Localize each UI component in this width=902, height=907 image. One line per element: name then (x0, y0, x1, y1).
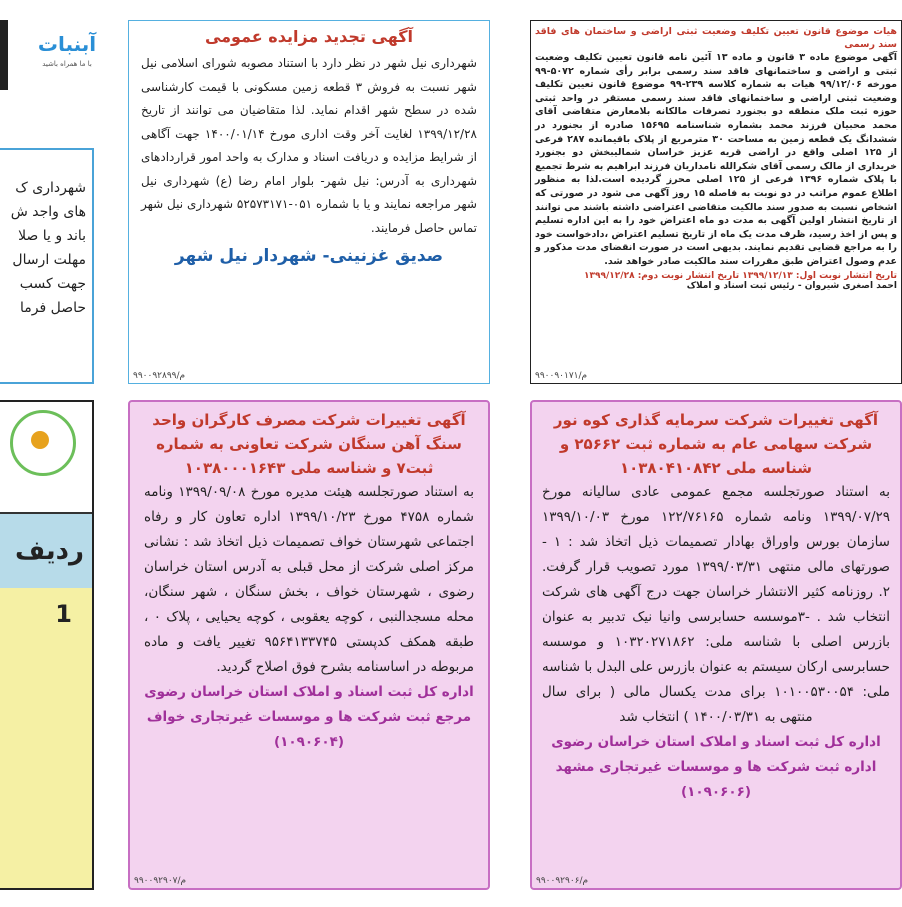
auction-notice (128, 20, 490, 384)
notice-body: به استناد صورتجلسه هیئت مدیره مورخ ۱۳۹۹/۰۹/۰۸ ونامه شماره ۴۷۵۸ مورخ ۱۳۹۹/۱۰/۲۳ اداره تعاون کار و رفاه اجتماعی شهرستان خواف تصمیمات ذیل اتخاذ شد : نشانی مرکز اصلی شرکت از محل قبلی به آدرس استان خراسان رضوی ، شهرستان خواف ، بخش سنگان ، شهر سنگان، محله مسجدالنبی ، کوچه یعقوبی ، کوچه یحیایی ، پلاک ۰ ، طبقه همکف کدپستی ۹۵۶۴۱۳۳۷۴۵ تغییر یافت و ماده مربوطه در اساسنامه بشرح فوق اصلاح گردید. (144, 484, 474, 675)
abnabat-logo (18, 22, 116, 92)
left-partial-text (0, 150, 92, 320)
text-line: شهرداری ک (15, 180, 86, 196)
left-partial-notice (0, 148, 94, 384)
text-line: باند و یا صلا (18, 228, 86, 244)
notice-code: ۹۹۰۰۹۲۹۰۷/م (134, 876, 187, 886)
kargar-cooperative-notice (128, 400, 490, 890)
brand-tagline: با ما همراه باشید (42, 60, 92, 68)
publication-dates: تاریخ انتشار نوبت اول: ۱۳۹۹/۱۲/۱۳ تاریخ انتشار نوبت دوم: ۱۳۹۹/۱۲/۲۸ (584, 270, 897, 281)
municipality-logo-icon (10, 410, 76, 476)
notice-title: آگهی تغییرات شرکت سرمایه گذاری کوه نور شرکت سهامی عام به شماره ثبت ۲۵۶۶۲ و شناسه ملی ۱۰۳۸۰۴۱۰۸۴۲ (553, 411, 879, 477)
notice-code: ۹۹۰۰۹۲۸۹۹/م (133, 371, 186, 381)
text-line: حاصل فرما (19, 300, 86, 316)
text-line: های واجد ش (10, 204, 86, 220)
notice-title: آگهی تجدید مزایده عمومی (204, 27, 414, 46)
koohnoor-investment-notice (530, 400, 902, 890)
notice-code: ۹۹۰۰۹۲۹۰۶/م (536, 876, 589, 886)
table-cell: 1 (0, 588, 92, 888)
edge-block (0, 20, 8, 90)
notice-signer: احمد اصغری شیروان - رئیس ثبت اسناد و املاک (686, 280, 897, 291)
notice-header: هیات موضوع قانون تعیین تکلیف وضعیت ثبتی اراضی و ساختمان های فاقد سند رسمی (535, 26, 897, 50)
notice-footer: اداره کل ثبت اسناد و املاک استان خراسان رضوی مرجع ثبت شرکت ها و موسسات غیرتجاری خواف (۱۰۹۰۶۰۴) (144, 684, 474, 750)
notice-footer: اداره کل ثبت اسناد و املاک استان خراسان رضوی اداره ثبت شرکت ها و موسسات غیرتجاری مشهد (۱۰۹۰۶۰۶) (551, 734, 881, 800)
left-partial-table (0, 400, 94, 890)
brand-name: آبنبات (37, 32, 97, 56)
text-line: جهت کسب (19, 276, 86, 292)
text-line: مهلت ارسال (12, 252, 86, 268)
notice-body: آگهی موضوع ماده ۳ قانون و ماده ۱۳ آئین نامه قانون تعیین تکلیف وضعیت ثبتی و اراضی و ساختمانهای فاقد سند رسمی برابر رأی شماره ۵۰۷۲-۹۹ مورخه ۹۹/۱۲/۰۶ هیات به شماره کلاسه ۲۳۹-۹۹ موضوع قانون تعیین تکلیف وضعیت ثبتی اراضی و ساختمانهای فاقد سند رسمی مستقر در واحد ثبتی حوزه ثبت ملک منطقه دو بجنورد تصرفات مالکانه بلامعارض متقاضی آقای محمد محبیان فرزند محمد بشماره شناسنامه ۱۵۶۹۵ صادره از بجنورد در ششدانگ یک قطعه زمین به مساحت ۳۰ مترمربع از پلاک باقیمانده ۲۸۷ فرعی از ۱۲۵ اصلی واقع در اراضی قریه عزیز خراسان شمالیبخش دو بجنورد خریداری از مالک رسمی آقای شکرالله نامداریان فرزند ابراهیم به شرط تجمیع با پلاک شماره ۱۳۹۶ فرعی از ۱۲۵ اصلی محرز گردیده است.لذا به منظور اطلاع عموم مراتب در دو نوبت به فاصله ۱۵ روز آگهی می شود در صورتی که اشخاص نسبت به صدور سند مالکیت متقاضی اعتراضی داشته باشند می توانند از تاریخ انتشار اولین آگهی به مدت دو ماه اعتراض خود را به این اداره تسلیم و پس از اخذ رسید، ظرف مدت یک ماه از تاریخ تسلیم اعتراض ،دادخواست خود را به مراجع قضایی تقدیم نمایند. بدیهی است در صورت انقضای مدت مذکور و عدم وصول اعتراض طبق مقررات سند مالکیت صادر خواهد شد. (535, 52, 898, 267)
notice-code: ۹۹۰۰۹۰۱۷۱/م (535, 371, 588, 381)
table-header: ردیف (0, 512, 92, 590)
land-law-notice (530, 20, 902, 384)
notice-signature: صدیق غزنینی- شهردار نیل شهر (174, 246, 444, 266)
notice-title: آگهی تغییرات شرکت مصرف کارگران واحد سنگ آهن سنگان شرکت تعاونی به شماره ثبت۷ و شناسه ملی ۱۰۳۸۰۰۰۱۶۴۳ (152, 411, 466, 477)
notice-body: به استناد صورتجلسه مجمع عمومی عادی سالیانه مورخ ۱۳۹۹/۰۷/۲۹ ونامه شماره ۱۲۲/۷۶۱۶۵ مورخ ۱۳۹۹/۱۰/۰۳ سازمان بورس واوراق بهادار تصمیمات ذیل اتخاذ شد : ۱ - صورتهای مالی منتهی ۱۳۹۹/۰۳/۳۱ مورد تصویب قرار گرفت. ۲. روزنامه کثیر الانتشار خراسان جهت درج آگهی های شرکت انتخاب شد . -۳موسسه حسابرسی وانیا نیک تدبیر به عنوان بازرس اصلی با شناسه ملی: ۱۰۳۲۰۲۷۱۸۶۲ و موسسه حسابرسی ارکان سیستم به عنوان بازرس علی البدل با شناسه ملی: ۱۰۱۰۰۵۳۰۰۵۴ برای مدت یکسال مالی ( برای سال منتهی به ۱۴۰۰/۰۳/۳۱ ) انتخاب شد (542, 484, 891, 725)
notice-body: شهرداری نیل شهر در نظر دارد با استناد مصوبه شورای اسلامی نیل شهر نسبت به فروش ۳ قطعه زمین مسکونی با قیمت کارشناسی شده در سطح شهر اقدام نماید. لذا متقاضیان می توانند از تاریخ ۱۳۹۹/۱۲/۲۸ لغایت آخر وقت اداری مورخ ۱۴۰۰/۰۱/۱۴ جهت آگاهی از شرایط مزایده و دریافت اسناد و مدارک به واحد امور قراردادهای شهرداری به آدرس: نیل شهر- بلوار امام رضا (ع) شهرداری نیل شهر مراجعه نمایند و یا با شماره ۰۵۱-۵۲۵۷۳۱۷۱ شهرداری نیل شهر تماس حاصل فرمایند. (141, 56, 477, 235)
